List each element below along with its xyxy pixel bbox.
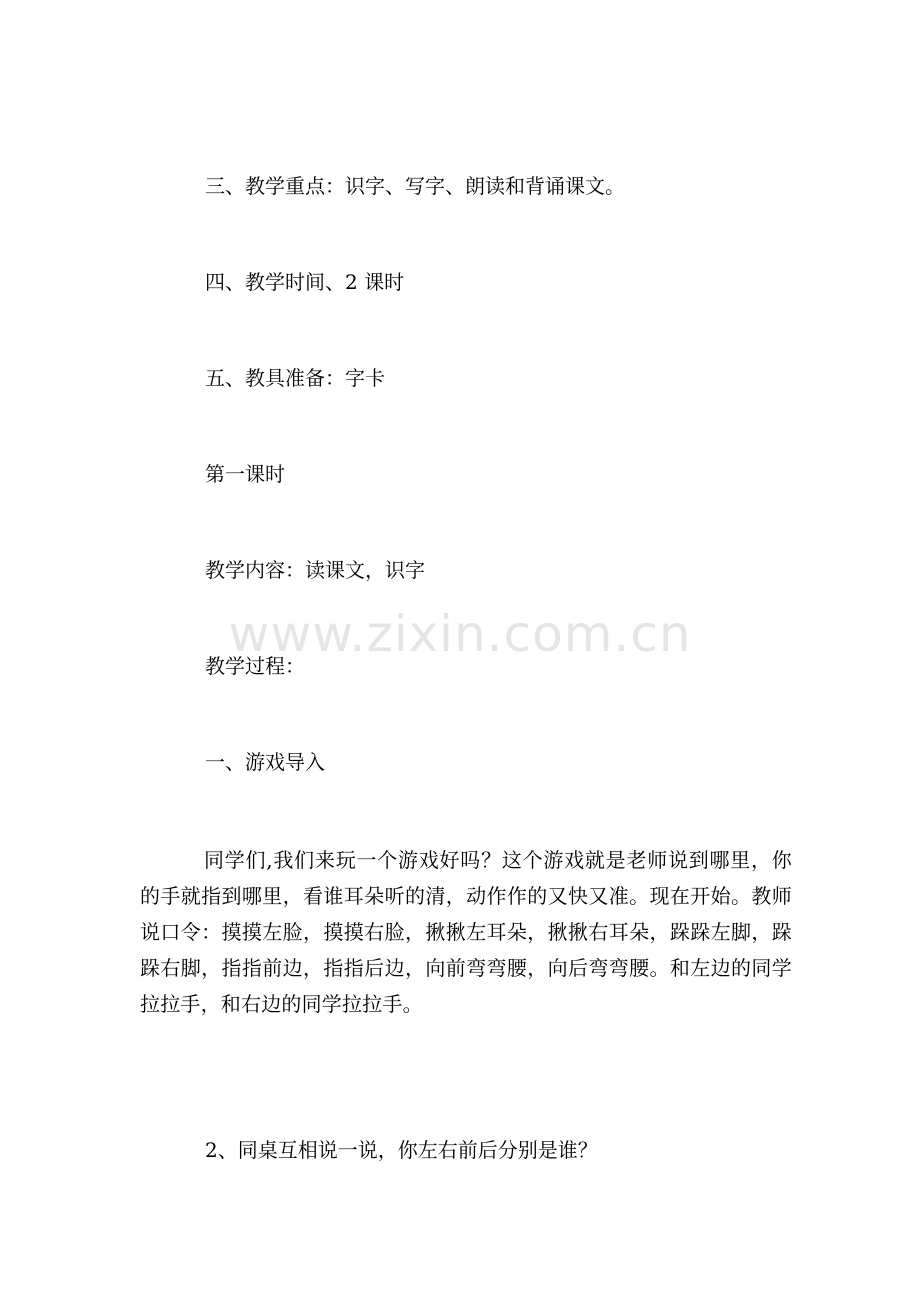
text-line-teaching-tools: 五、教具准备：字卡	[205, 366, 385, 390]
text-line-teaching-process: 教学过程：	[205, 654, 305, 678]
text-line-game-intro: 一、游戏导入	[205, 750, 325, 774]
text-paragraph-game: 同学们,我们来玩一个游戏好吗？这个游戏就是老师说到哪里，你的手就指到哪里，看谁耳朵听的清，动作作的又快又准。现在开始。教师说口令：摸摸左脸，摸摸右脸，揪揪左耳朵，揪揪右耳朵，跺跺左脚，跺跺右脚，指指前边，指指后边，向前弯弯腰，向后弯弯腰。和左边的同学拉拉手，和右边的同学拉拉手。	[140, 848, 792, 1016]
text-line-teaching-focus: 三、教学重点：识字、写字、朗读和背诵课文。	[205, 174, 625, 198]
text-line-teaching-content: 教学内容：读课文，识字	[205, 558, 425, 582]
text-line-first-lesson: 第一课时	[205, 462, 285, 486]
watermark: www.zixin.com.cn	[228, 605, 692, 663]
text-line-teaching-time: 四、教学时间、2 课时	[205, 270, 405, 294]
text-line-deskmate-question: 2、同桌互相说一说，你左右前后分别是谁？	[205, 1138, 598, 1162]
